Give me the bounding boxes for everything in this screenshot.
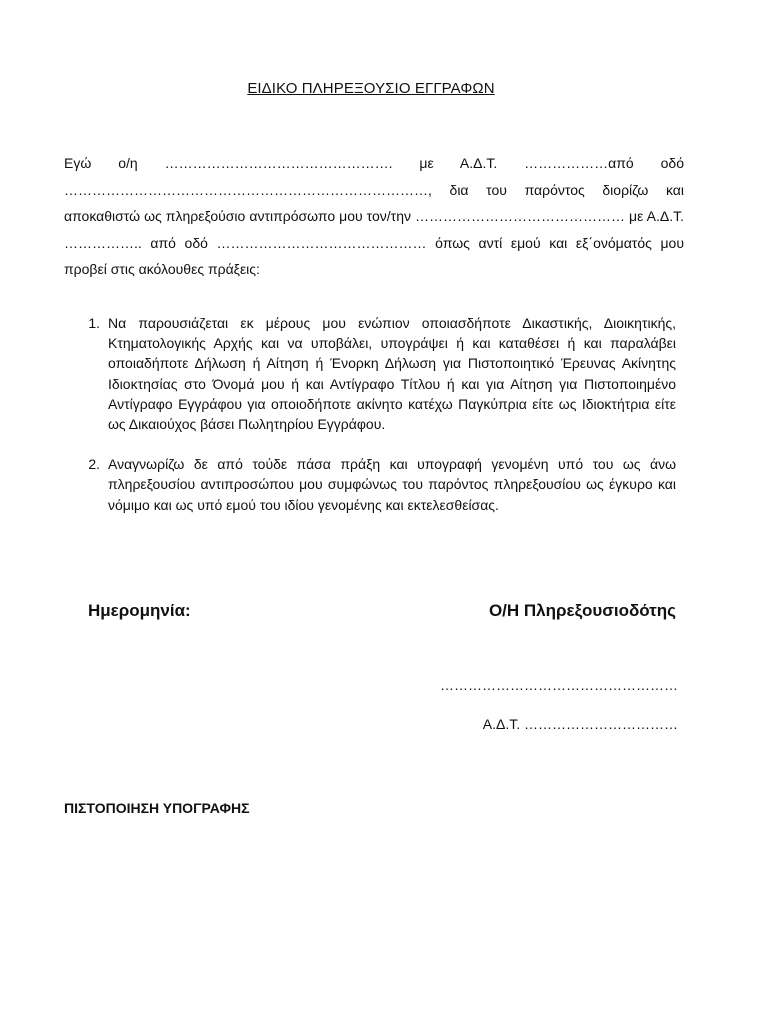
list-item-text: Αναγνωρίζω δε από τούδε πάσα πράξη και υπογραφή γενομένη υπό του ως άνω πληρεξουσίου αντιπροσώπου μου συμφώνως του παρόντος πληρεξουσίου ως έγκυρο και νόμιμο και ως υπό εμού του ιδίου γενομένης και εκτελεσθείσας. [108, 456, 676, 513]
list-item [64, 313, 684, 434]
date-label: Ημερομηνία: [88, 601, 191, 620]
actions-list [64, 313, 684, 535]
list-item-number: 2. [88, 456, 100, 473]
id-number-line: Α.Δ.Τ. …………………………… [482, 716, 678, 732]
certification-heading: ΠΙΣΤΟΠΟΙΗΣΗ ΥΠΟΓΡΑΦΗΣ [64, 800, 250, 816]
grantor-label: Ο/Η Πληρεξουσιοδότης [488, 601, 676, 620]
signature-line: …………………………………………… [440, 677, 678, 693]
document-title: ΕΙΔΙΚΟ ΠΛΗΡΕΞΟΥΣΙΟ ΕΓΓΡΑΦΩΝ [247, 80, 495, 97]
intro-paragraph: Εγώ ο/η …………………………………………. με Α.Δ.Τ. ………………από οδό ……………………………………………………………………, δια του παρόντος διορίζω και αποκαθιστώ ως πληρεξούσιο αντιπρόσωπο μου τον/την ……………………………………… με Α.Δ.Τ. …………….. από οδό ……………………………………… όπως αντί εμού και εξ΄ονόματός μου προβεί στις ακόλουθες πράξεις: [64, 155, 684, 277]
signature-header-row [88, 601, 676, 621]
list-item [64, 454, 684, 515]
list-item-number: 1. [88, 315, 100, 331]
list-item-text: Να παρουσιάζεται εκ μέρους μου ενώπιον οποιασδήποτε Δικαστικής, Διοικητικής, Κτηματολογικής Αρχής και να υποβάλει, υπογράψει ή και καταθέσει ή και παραλάβει οποιαδήποτε Δήλωση ή Αίτηση ή Ένορκη Δήλωση για Πιστοποιητικό Έρευνας Ακίνητης Ιδιοκτησίας στο Όνομά μου ή και Αντίγραφο Τίτλου ή και για Αίτηση για Πιστοποιημένο Αντίγραφο Εγγράφου για οποιοδήποτε ακίνητο κατέχω Παγκύπρια είτε ως Ιδιοκτήτρια είτε ως Δικαιούχος βάσει Πωλητηρίου Εγγράφου. [108, 315, 676, 433]
